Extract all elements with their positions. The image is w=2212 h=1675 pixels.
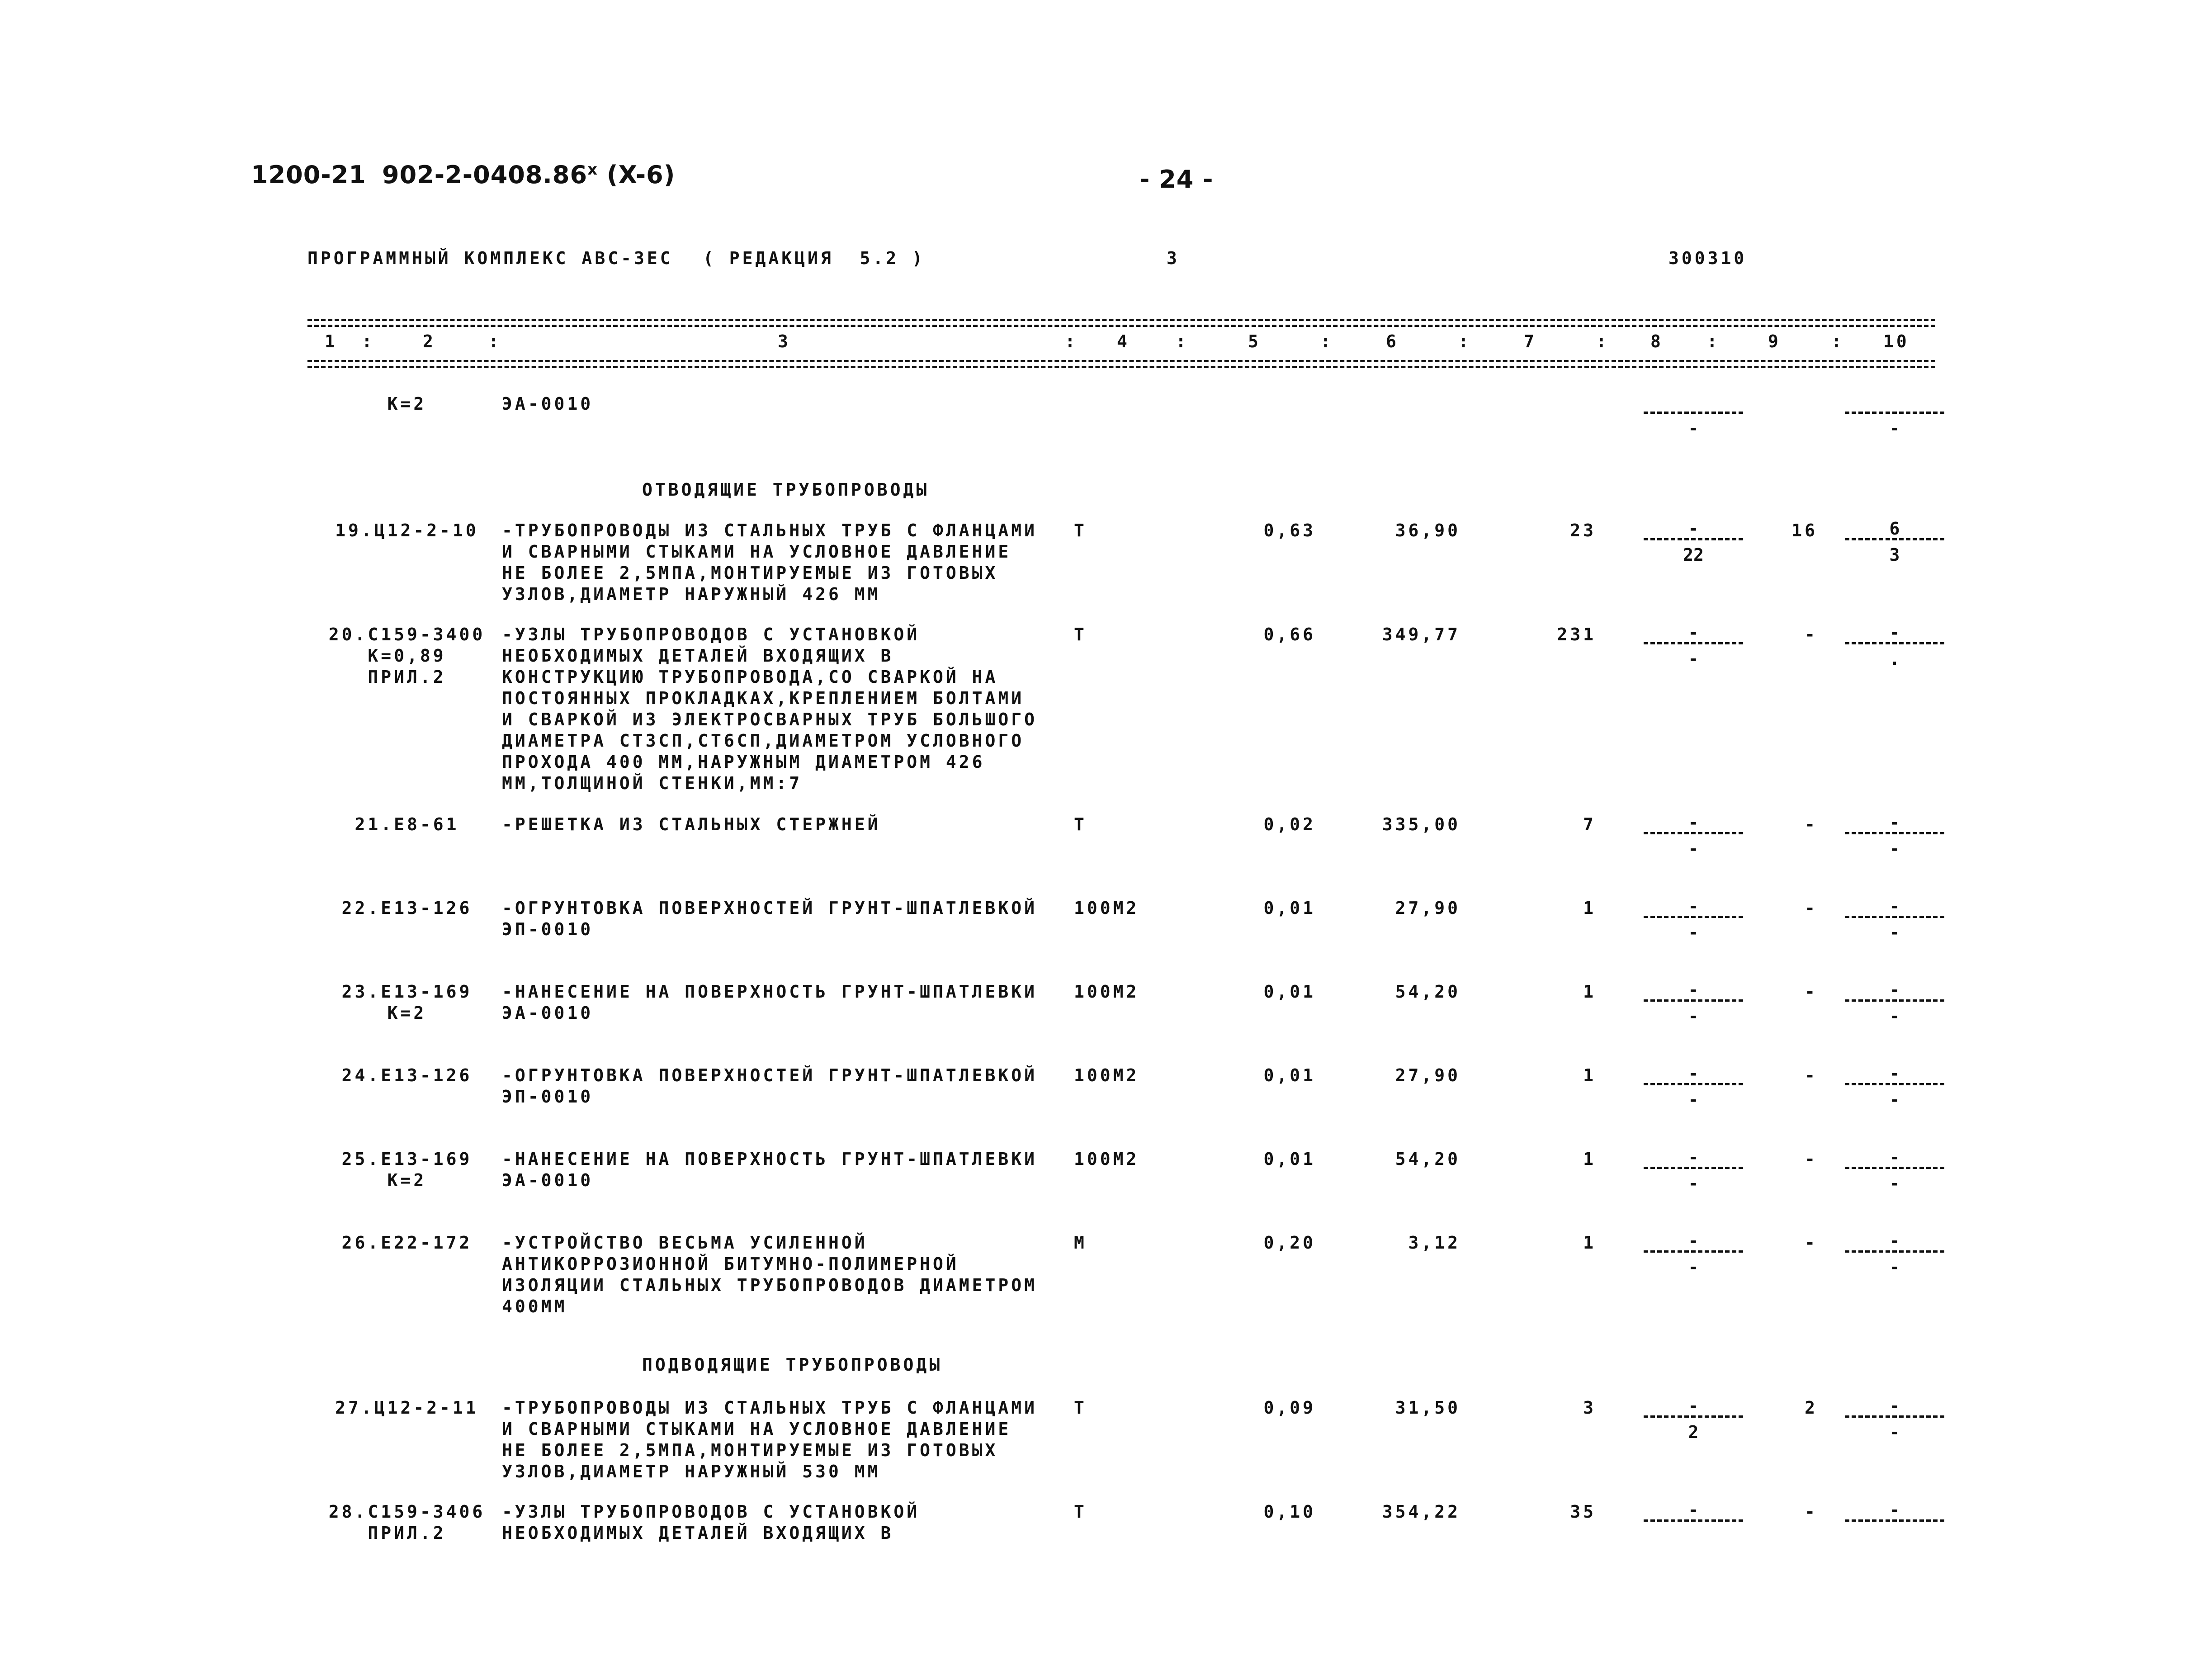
item-quantity: 0,02 bbox=[1263, 814, 1316, 834]
header-rule-3 bbox=[307, 360, 1935, 362]
item-unit: Т bbox=[1074, 1398, 1087, 1418]
col8-top-value: - bbox=[1688, 1147, 1699, 1167]
column-number: 8 bbox=[1650, 331, 1664, 351]
item-description: -ОГРУНТОВКА ПОВЕРХНОСТЕЙ ГРУНТ-ШПАТЛЕВКОЙ ЭП-0010 bbox=[502, 1065, 1037, 1107]
item-price: 54,20 bbox=[1395, 1149, 1460, 1169]
item-total: 1 bbox=[1583, 1065, 1596, 1085]
empty-value-mark: - bbox=[1688, 418, 1699, 438]
item-quantity: 0,66 bbox=[1263, 625, 1316, 644]
col8-fraction-line bbox=[1644, 1167, 1743, 1169]
col9-value: 2 bbox=[1805, 1398, 1818, 1418]
item-price: 335,00 bbox=[1382, 814, 1460, 834]
col8-top-value: - bbox=[1688, 519, 1699, 539]
col8-bottom-value: - bbox=[1688, 649, 1699, 669]
item-description: -УЗЛЫ ТРУБОПРОВОДОВ С УСТАНОВКОЙ НЕОБХОДИМЫХ ДЕТАЛЕЙ ВХОДЯЩИХ В bbox=[502, 1502, 920, 1543]
col10-fraction-line bbox=[1845, 642, 1944, 644]
col8-top-value: - bbox=[1688, 1500, 1699, 1520]
item-quantity: 0,01 bbox=[1263, 898, 1316, 918]
col8-top-value: - bbox=[1688, 1064, 1699, 1084]
col8-top-value: - bbox=[1688, 623, 1699, 643]
col8-fraction-line bbox=[1644, 1519, 1743, 1522]
col10-fraction-line bbox=[1845, 1083, 1944, 1085]
item-unit: Т bbox=[1074, 1502, 1087, 1522]
col8-top-value: - bbox=[1688, 1396, 1699, 1416]
project-number-sup: x bbox=[587, 161, 598, 179]
project-number-suffix: (X-6) bbox=[606, 161, 676, 189]
item-total: 35 bbox=[1570, 1502, 1596, 1522]
column-number: 6 bbox=[1386, 331, 1399, 351]
item-total: 1 bbox=[1583, 898, 1596, 918]
item-quantity: 0,20 bbox=[1263, 1233, 1316, 1253]
item-total: 7 bbox=[1583, 814, 1596, 834]
col10-fraction-line bbox=[1845, 1519, 1944, 1522]
col10-top-value: - bbox=[1889, 1064, 1900, 1084]
header-rule-1 bbox=[307, 319, 1935, 321]
column-separator: : bbox=[1065, 331, 1078, 351]
column-separator: : bbox=[1320, 331, 1333, 351]
col10-fraction-line bbox=[1845, 412, 1944, 414]
header-rule-4 bbox=[307, 366, 1935, 368]
col10-bottom-value: - bbox=[1889, 1422, 1900, 1442]
column-number: 7 bbox=[1524, 331, 1537, 351]
item-price: 349,77 bbox=[1382, 625, 1460, 644]
item-quantity: 0,63 bbox=[1263, 520, 1316, 540]
item-code: 28.С159-3406 ПРИЛ.2 bbox=[328, 1502, 486, 1543]
column-number: 4 bbox=[1117, 331, 1130, 351]
item-description: -НАНЕСЕНИЕ НА ПОВЕРХНОСТЬ ГРУНТ-ШПАТЛЕВКИ ЭА-0010 bbox=[502, 1149, 1037, 1190]
item-code: 24.Е13-126 bbox=[341, 1065, 473, 1085]
item-code: К=2 bbox=[387, 394, 427, 414]
col8-bottom-value: - bbox=[1688, 839, 1699, 859]
col10-fraction-line bbox=[1845, 916, 1944, 918]
column-number: 10 bbox=[1883, 331, 1910, 351]
column-separator: : bbox=[1458, 331, 1471, 351]
item-quantity: 0,09 bbox=[1263, 1398, 1316, 1418]
item-code: 27.Ц12-2-11 bbox=[335, 1398, 479, 1418]
item-price: 354,22 bbox=[1382, 1502, 1460, 1522]
column-separator: : bbox=[1707, 331, 1720, 351]
project-number-main: 902-2-0408.86 bbox=[382, 161, 588, 189]
item-total: 1 bbox=[1583, 1149, 1596, 1169]
item-unit: 100М2 bbox=[1074, 982, 1139, 1002]
column-number: 1 bbox=[325, 331, 338, 351]
col8-fraction-line bbox=[1644, 999, 1743, 1002]
col8-bottom-value: - bbox=[1688, 1173, 1699, 1193]
section-heading: ПОДВОДЯЩИЕ ТРУБОПРОВОДЫ bbox=[642, 1355, 943, 1375]
col8-fraction-line bbox=[1644, 832, 1743, 834]
item-code: 22.Е13-126 bbox=[341, 898, 473, 918]
col10-top-value: - bbox=[1889, 1396, 1900, 1416]
item-code: 26.Е22-172 bbox=[341, 1233, 473, 1253]
item-code: 20.С159-3400 К=0,89 ПРИЛ.2 bbox=[328, 625, 486, 687]
item-price: 3,12 bbox=[1408, 1233, 1460, 1253]
item-unit: 100М2 bbox=[1074, 1149, 1139, 1169]
col8-top-value: - bbox=[1688, 896, 1699, 916]
col10-bottom-value: - bbox=[1889, 839, 1900, 859]
col10-bottom-value: - bbox=[1889, 1006, 1900, 1026]
doc-code: 1200-21 bbox=[251, 161, 366, 189]
col10-fraction-line bbox=[1845, 1167, 1944, 1169]
column-separator: : bbox=[1831, 331, 1844, 351]
item-quantity: 0,01 bbox=[1263, 1065, 1316, 1085]
item-total: 1 bbox=[1583, 1233, 1596, 1253]
item-code: 19.Ц12-2-10 bbox=[335, 520, 479, 540]
col10-top-value: - bbox=[1889, 896, 1900, 916]
column-separator: : bbox=[362, 331, 375, 351]
col8-bottom-value: 22 bbox=[1683, 545, 1704, 565]
item-total: 231 bbox=[1557, 625, 1596, 644]
col8-fraction-line bbox=[1644, 412, 1743, 414]
col10-fraction-line bbox=[1845, 1415, 1944, 1418]
col10-bottom-value: - bbox=[1889, 1090, 1900, 1110]
column-number: 5 bbox=[1248, 331, 1261, 351]
column-number: 3 bbox=[778, 331, 791, 351]
item-description: -ТРУБОПРОВОДЫ ИЗ СТАЛЬНЫХ ТРУБ С ФЛАНЦАМИ И СВАРНЫМИ СТЫКАМИ НА УСЛОВНОЕ ДАВЛЕНИЕ НЕ БОЛЕЕ 2,5МПА,МОНТИРУЕМЫЕ ИЗ ГОТОВЫХ УЗЛОВ,ДИАМЕТР НАРУЖНЫЙ 426 ММ bbox=[502, 520, 1037, 604]
col10-top-value: - bbox=[1889, 1231, 1900, 1251]
col8-bottom-value: - bbox=[1688, 923, 1699, 942]
col8-fraction-line bbox=[1644, 1415, 1743, 1418]
col8-fraction-line bbox=[1644, 916, 1743, 918]
item-quantity: 0,10 bbox=[1263, 1502, 1316, 1522]
col8-fraction-line bbox=[1644, 1250, 1743, 1253]
col9-value: 16 bbox=[1791, 520, 1818, 540]
col10-bottom-value: - bbox=[1889, 1173, 1900, 1193]
header-rule-2 bbox=[307, 325, 1935, 327]
sheet-number: 3 bbox=[1167, 248, 1180, 268]
item-unit: Т bbox=[1074, 520, 1087, 540]
item-code: 23.Е13-169 К=2 bbox=[341, 982, 473, 1023]
item-price: 27,90 bbox=[1395, 1065, 1460, 1085]
item-unit: М bbox=[1074, 1233, 1087, 1253]
col8-top-value: - bbox=[1688, 813, 1699, 833]
program-code: 300310 bbox=[1668, 248, 1747, 268]
col8-fraction-line bbox=[1644, 642, 1743, 644]
col8-top-value: - bbox=[1688, 1231, 1699, 1251]
item-description: -ТРУБОПРОВОДЫ ИЗ СТАЛЬНЫХ ТРУБ С ФЛАНЦАМИ И СВАРНЫМИ СТЫКАМИ НА УСЛОВНОЕ ДАВЛЕНИЕ НЕ БОЛЕЕ 2,5МПА,МОНТИРУЕМЫЕ ИЗ ГОТОВЫХ УЗЛОВ,ДИАМЕТР НАРУЖНЫЙ 530 ММ bbox=[502, 1398, 1037, 1481]
item-unit: 100М2 bbox=[1074, 1065, 1139, 1085]
item-quantity: 0,01 bbox=[1263, 982, 1316, 1002]
col9-value: - bbox=[1805, 1065, 1818, 1085]
column-separator: : bbox=[1176, 331, 1189, 351]
item-price: 27,90 bbox=[1395, 898, 1460, 918]
col10-top-value: - bbox=[1889, 1500, 1900, 1520]
col8-bottom-value: - bbox=[1688, 1090, 1699, 1110]
item-quantity: 0,01 bbox=[1263, 1149, 1316, 1169]
item-price: 54,20 bbox=[1395, 982, 1460, 1002]
item-total: 3 bbox=[1583, 1398, 1596, 1418]
item-code: 25.Е13-169 К=2 bbox=[341, 1149, 473, 1190]
col10-top-value: - bbox=[1889, 1147, 1900, 1167]
column-number: 2 bbox=[423, 331, 436, 351]
column-separator: : bbox=[488, 331, 501, 351]
page-number: - 24 - bbox=[1139, 165, 1214, 194]
col9-value: - bbox=[1805, 625, 1818, 644]
col10-fraction-line bbox=[1845, 1250, 1944, 1253]
col9-value: - bbox=[1805, 1233, 1818, 1253]
program-edition: ( РЕДАКЦИЯ 5.2 ) bbox=[703, 248, 925, 268]
col10-top-value: - bbox=[1889, 980, 1900, 1000]
item-price: 31,50 bbox=[1395, 1398, 1460, 1418]
col10-bottom-value: - bbox=[1889, 1257, 1900, 1277]
project-number bbox=[382, 161, 675, 189]
item-description: -РЕШЕТКА ИЗ СТАЛЬНЫХ СТЕРЖНЕЙ bbox=[502, 814, 881, 834]
item-code: 21.Е8-61 bbox=[354, 814, 459, 834]
item-unit: Т bbox=[1074, 814, 1087, 834]
item-price: 36,90 bbox=[1395, 520, 1460, 540]
item-unit: Т bbox=[1074, 625, 1087, 644]
col9-value: - bbox=[1805, 814, 1818, 834]
item-description: -НАНЕСЕНИЕ НА ПОВЕРХНОСТЬ ГРУНТ-ШПАТЛЕВКИ ЭА-0010 bbox=[502, 982, 1037, 1023]
item-description: -УЗЛЫ ТРУБОПРОВОДОВ С УСТАНОВКОЙ НЕОБХОДИМЫХ ДЕТАЛЕЙ ВХОДЯЩИХ В КОНСТРУКЦИЮ ТРУБОПРОВОДА,СО СВАРКОЙ НА ПОСТОЯННЫХ ПРОКЛАДКАХ,КРЕПЛЕНИЕМ БОЛТАМИ И СВАРКОЙ ИЗ ЭЛЕКТРОСВАРНЫХ ТРУБ БОЛЬШОГО ДИАМЕТРА СТ3СП,СТ6СП,ДИАМЕТРОМ УСЛОВНОГО ПРОХОДА 400 ММ,НАРУЖНЫМ ДИАМЕТРОМ 426 ММ,ТОЛЩИНОЙ СТЕНКИ,ММ:7 bbox=[502, 625, 1037, 793]
col8-bottom-value: - bbox=[1688, 1257, 1699, 1277]
col10-fraction-line bbox=[1845, 999, 1944, 1002]
empty-value-mark: - bbox=[1889, 418, 1900, 438]
column-number: 9 bbox=[1768, 331, 1781, 351]
col10-top-value: - bbox=[1889, 813, 1900, 833]
item-description: -ОГРУНТОВКА ПОВЕРХНОСТЕЙ ГРУНТ-ШПАТЛЕВКОЙ ЭП-0010 bbox=[502, 898, 1037, 939]
col10-fraction-line bbox=[1845, 832, 1944, 834]
item-total: 1 bbox=[1583, 982, 1596, 1002]
col8-fraction-line bbox=[1644, 538, 1743, 540]
section-heading: ОТВОДЯЩИЕ ТРУБОПРОВОДЫ bbox=[642, 480, 930, 500]
col10-bottom-value: . bbox=[1889, 649, 1900, 669]
col10-top-value: 6 bbox=[1889, 519, 1900, 539]
item-total: 23 bbox=[1570, 520, 1596, 540]
col9-value: - bbox=[1805, 1149, 1818, 1169]
col8-bottom-value: - bbox=[1688, 1006, 1699, 1026]
col10-bottom-value: - bbox=[1889, 923, 1900, 942]
col10-fraction-line bbox=[1845, 538, 1944, 540]
col9-value: - bbox=[1805, 982, 1818, 1002]
column-separator: : bbox=[1596, 331, 1609, 351]
program-name: ПРОГРАММНЫЙ КОМПЛЕКС АВС-3ЕС bbox=[307, 248, 673, 268]
col9-value: - bbox=[1805, 898, 1818, 918]
col8-top-value: - bbox=[1688, 980, 1699, 1000]
col10-bottom-value: 3 bbox=[1889, 545, 1900, 565]
item-unit: 100М2 bbox=[1074, 898, 1139, 918]
col9-value: - bbox=[1805, 1502, 1818, 1522]
item-description: -УСТРОЙСТВО ВЕСЬМА УСИЛЕННОЙ АНТИКОРРОЗИОННОЙ БИТУМНО-ПОЛИМЕРНОЙ ИЗОЛЯЦИИ СТАЛЬНЫХ ТРУБОПРОВОДОВ ДИАМЕТРОМ 400ММ bbox=[502, 1233, 1037, 1316]
col10-top-value: - bbox=[1889, 623, 1900, 643]
col8-bottom-value: 2 bbox=[1688, 1422, 1699, 1442]
item-description: ЭА-0010 bbox=[502, 394, 594, 414]
col8-fraction-line bbox=[1644, 1083, 1743, 1085]
